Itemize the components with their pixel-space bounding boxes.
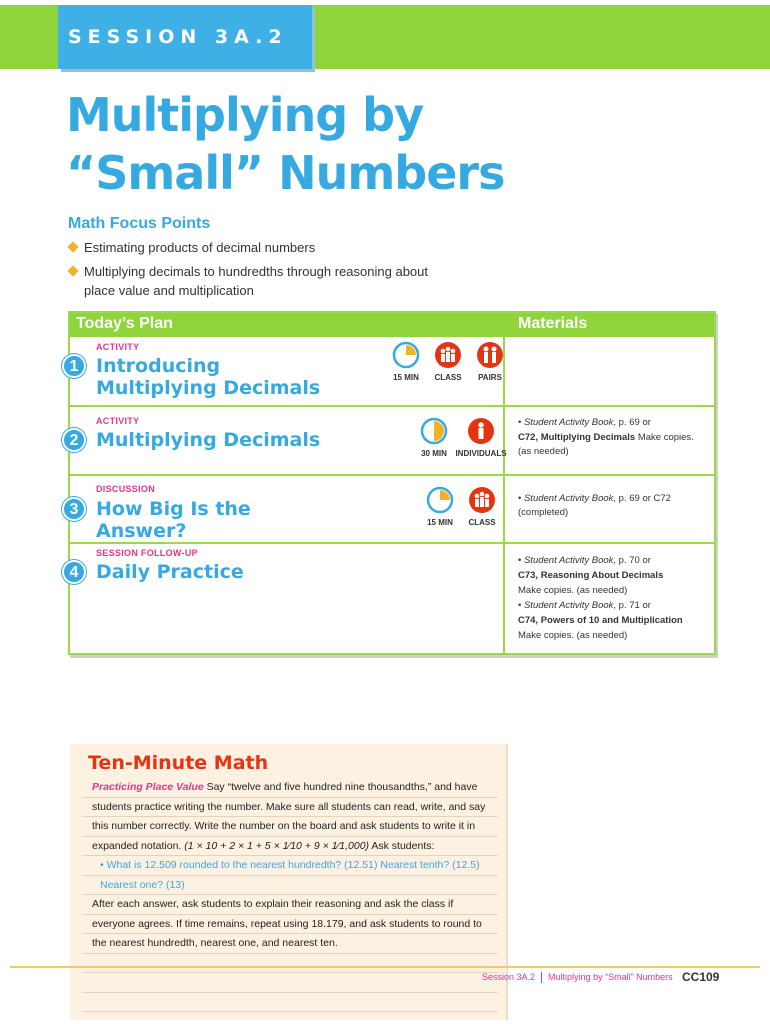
title-line-2: “Small” Numbers (66, 146, 505, 200)
column-divider (503, 337, 505, 655)
row-title: Introducing Multiplying Decimals (96, 355, 321, 399)
plan-row-3 (70, 476, 503, 542)
todays-plan-table (68, 311, 716, 655)
title-line-1: Multiplying by (66, 88, 424, 142)
grouping-indicator: INDIVIDUALS (458, 417, 504, 458)
step-number-badge: 1 (62, 354, 86, 378)
focus-point: Multiplying decimals to hundredths through reasoning about place value and multiplication (68, 262, 428, 300)
session-label: SESSION 3A.2 (68, 26, 288, 48)
focus-points-heading: Math Focus Points (68, 215, 211, 232)
grouping-indicator: PAIRS (472, 341, 508, 382)
diamond-bullet-icon (67, 241, 78, 252)
class-group-icon (434, 341, 462, 369)
ten-minute-math-box (70, 744, 508, 1020)
clock-quarter-icon (426, 486, 454, 514)
practice-closing: After each answer, ask students to explain their reasoning and ask the class if everyone agrees. If time remains, repeat using 18.179, and ask students to round to the nearest hundredth, nearest one, and nearest ten. (92, 898, 482, 949)
step-number-badge: 4 (62, 560, 86, 584)
clock-half-icon (420, 417, 448, 445)
plan-row-4 (70, 544, 503, 655)
materials-heading: Materials (518, 315, 588, 332)
grouping-indicator: CLASS (464, 486, 500, 527)
materials-row-3: • Student Activity Book, p. 69 or C72 (completed) (518, 493, 671, 518)
page-title (66, 86, 626, 202)
expanded-notation: (1 × 10 + 2 × 1 + 5 × 1⁄10 + 9 × 1⁄1,000) (184, 839, 370, 852)
practice-intro: Say “twelve and five hundred nine thousandths,” and have students practice writing the number. Make sure all students can read, write, and say this number correctly. Write the number on the board and ask students to write it in expanded notation. (92, 781, 486, 852)
class-group-icon (468, 486, 496, 514)
row-icons (416, 417, 507, 458)
row-title: How Big Is the Answer? (96, 498, 251, 542)
focus-point: Estimating products of decimal numbers (68, 238, 428, 257)
rounding-question: • What is 12.509 rounded to the nearest hundredth? (12.51) Nearest tenth? (12.5) Nearest one? (13) (100, 859, 480, 891)
row-icons (388, 341, 508, 382)
materials-row-4: • Student Activity Book, p. 70 or C73, Reasoning About Decimals Make copies. (as needed) • Student Activity Book, p. 71 or C74, Powers of 10 and Multiplication Make copies. (as needed) (518, 555, 683, 641)
step-number-badge: 3 (62, 497, 86, 521)
time-indicator: 15 MIN (422, 486, 458, 527)
pairs-group-icon (476, 341, 504, 369)
focus-points-list (68, 238, 428, 305)
row-kind: DISCUSSION (96, 484, 156, 494)
plan-heading: Today’s Plan (76, 315, 173, 332)
row-title: Multiplying Decimals (96, 429, 321, 451)
plan-row-1 (70, 337, 503, 405)
page-number: CC109 (682, 970, 720, 984)
row-kind: SESSION FOLLOW-UP (96, 548, 198, 558)
session-label-tab (58, 5, 312, 69)
row-kind: ACTIVITY (96, 342, 140, 352)
row-title: Daily Practice (96, 561, 244, 583)
individual-icon (467, 417, 495, 445)
ten-minute-math-text (92, 778, 492, 954)
diamond-bullet-icon (67, 265, 78, 276)
time-indicator: 30 MIN (416, 417, 452, 458)
grouping-indicator: CLASS (430, 341, 466, 382)
materials-row-2: • Student Activity Book, p. 69 or C72, Multiplying Decimals Make copies. (as needed) (518, 417, 694, 457)
practice-subhead: Practicing Place Value (92, 781, 204, 793)
footer-running-head: Session 3A.2 Multiplying by “Small” Numbers (482, 972, 673, 982)
plan-row-2 (69, 407, 507, 474)
ask-students: Ask students: (371, 839, 435, 852)
step-number-badge: 2 (62, 428, 86, 452)
plan-header (70, 313, 714, 337)
time-indicator: 15 MIN (388, 341, 424, 382)
clock-quarter-icon (392, 341, 420, 369)
row-kind: ACTIVITY (96, 416, 140, 426)
ten-minute-math-heading: Ten-Minute Math (88, 752, 269, 774)
footer-rule (10, 966, 760, 968)
row-icons (422, 486, 500, 527)
